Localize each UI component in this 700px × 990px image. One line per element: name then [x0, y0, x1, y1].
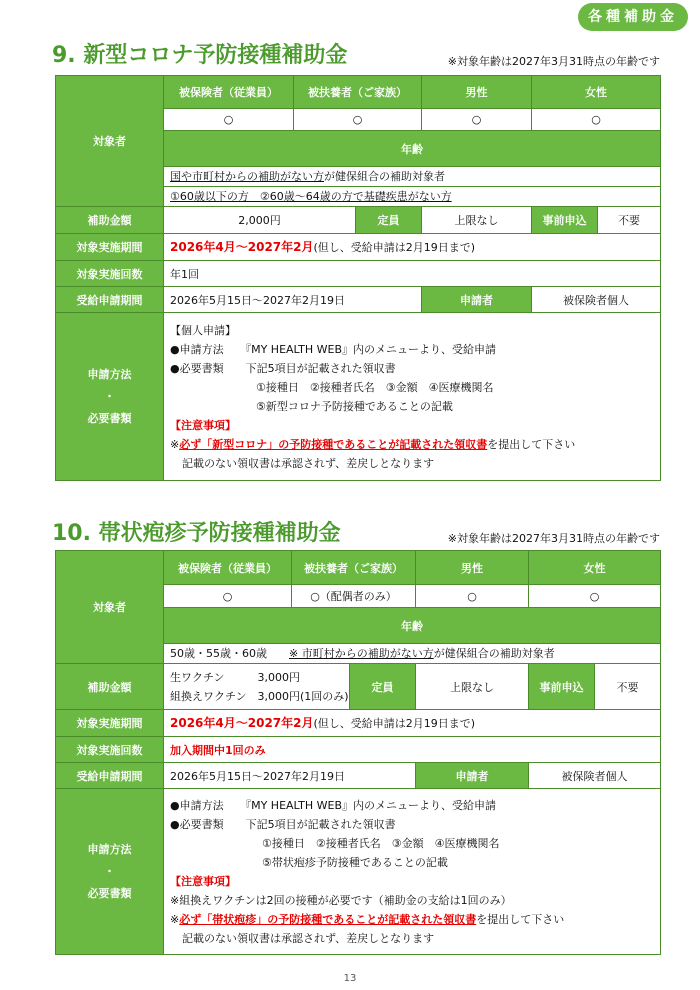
age-condition: 50歳・55歳・60歳 ※ 市町村からの補助がない方が健保組合の補助対象者 — [164, 644, 661, 664]
target-label: 対象者 — [56, 551, 164, 664]
age-condition: 国や市町村からの補助がない方が健保組合の補助対象者 — [164, 167, 661, 187]
col-male: 男性 — [422, 76, 532, 109]
col-dependent: 被扶養者（ご家族） — [294, 76, 422, 109]
age-header: 年齢 — [164, 608, 661, 644]
applicant-label: 申請者 — [416, 763, 529, 789]
mark-female: ○ — [529, 585, 661, 608]
method-details: ●申請方法 『MY HEALTH WEB』内のメニューより、受給申請 ●必要書類 下記5項目が記載された領収書 ①接種日 ②接種者氏名 ③金額 ④医療機関名 ⑤帯状疱疹予防接種であることの記載 【注意事項】 ※組換えワクチンは2回の接種が必要です（補助金の支給は1回のみ） ※必ず「帯状疱疹」の予防接種であることが記載された領収書を提出して下さい 記載のない領収書は承認されず、差戻しとなります — [164, 789, 661, 955]
mark-female: ○ — [532, 109, 661, 131]
limit-value: 上限なし — [422, 207, 532, 234]
section-9-table — [55, 75, 661, 481]
col-dependent: 被扶養者（ご家族） — [292, 551, 416, 585]
count-label: 対象実施回数 — [56, 737, 164, 763]
prior-value: 不要 — [598, 207, 661, 234]
method-label: 申請方法 ・ 必要書類 — [56, 789, 164, 955]
applicant-value: 被保険者個人 — [529, 763, 661, 789]
method-details: 【個人申請】 ●申請方法 『MY HEALTH WEB』内のメニューより、受給申請 ●必要書類 下記5項目が記載された領収書 ①接種日 ②接種者氏名 ③金額 ④医療機関名 ⑤新型コロナ予防接種であることの記載 【注意事項】 ※必ず「新型コロナ」の予防接種であることが記載された領収書を提出して下さい 記載のない領収書は承認されず、差戻しとなります — [164, 313, 661, 481]
section-10-title: 10. 帯状疱疹予防接種補助金 — [52, 521, 341, 546]
age-condition-detail: ①60歳以下の方 ②60歳～64歳の方で基礎疾患がない方 — [164, 187, 661, 207]
limit-label: 定員 — [350, 664, 416, 710]
mark-male: ○ — [422, 109, 532, 131]
col-insured: 被保険者（従業員） — [164, 551, 292, 585]
method-label: 申請方法 ・ 必要書類 — [56, 313, 164, 481]
apply-period-label: 受給申請期間 — [56, 287, 164, 313]
amount-value: 2,000円 — [164, 207, 356, 234]
applicant-value: 被保険者個人 — [532, 287, 661, 313]
amount-label: 補助金額 — [56, 207, 164, 234]
count-value: 年1回 — [164, 261, 661, 287]
age-header: 年齢 — [164, 131, 661, 167]
mark-male: ○ — [416, 585, 529, 608]
prior-label: 事前申込 — [532, 207, 598, 234]
col-male: 男性 — [416, 551, 529, 585]
section-9-title: 9. 新型コロナ予防接種補助金 — [52, 43, 348, 68]
limit-label: 定員 — [356, 207, 422, 234]
amount-label: 補助金額 — [56, 664, 164, 710]
amount-value: 生ワクチン 3,000円 組換えワクチン 3,000円(1回のみ) — [164, 664, 350, 710]
apply-period-label: 受給申請期間 — [56, 763, 164, 789]
target-label: 対象者 — [56, 76, 164, 207]
section-10-age-note: ※対象年齢は2027年3月31時点の年齢です — [447, 532, 660, 545]
mark-insured: ○ — [164, 585, 292, 608]
period-value: 2026年4月～2027年2月(但し、受給申請は2月19日まで) — [164, 234, 661, 261]
col-female: 女性 — [532, 76, 661, 109]
prior-label: 事前申込 — [529, 664, 595, 710]
category-tag: 各種補助金 — [578, 3, 688, 31]
col-female: 女性 — [529, 551, 661, 585]
col-insured: 被保険者（従業員） — [164, 76, 294, 109]
limit-value: 上限なし — [416, 664, 529, 710]
count-value: 加入期間中1回のみ — [164, 737, 661, 763]
apply-period-value: 2026年5月15日～2027年2月19日 — [164, 763, 416, 789]
mark-dependent: ○ — [294, 109, 422, 131]
count-label: 対象実施回数 — [56, 261, 164, 287]
page-number: 13 — [343, 973, 357, 984]
prior-value: 不要 — [595, 664, 661, 710]
period-value: 2026年4月～2027年2月(但し、受給申請は2月19日まで) — [164, 710, 661, 737]
period-label: 対象実施期間 — [56, 710, 164, 737]
applicant-label: 申請者 — [422, 287, 532, 313]
apply-period-value: 2026年5月15日～2027年2月19日 — [164, 287, 422, 313]
mark-insured: ○ — [164, 109, 294, 131]
period-label: 対象実施期間 — [56, 234, 164, 261]
section-9-age-note: ※対象年齢は2027年3月31時点の年齢です — [447, 55, 660, 68]
section-10-table — [55, 550, 661, 955]
mark-dependent: ○（配偶者のみ） — [292, 585, 416, 608]
